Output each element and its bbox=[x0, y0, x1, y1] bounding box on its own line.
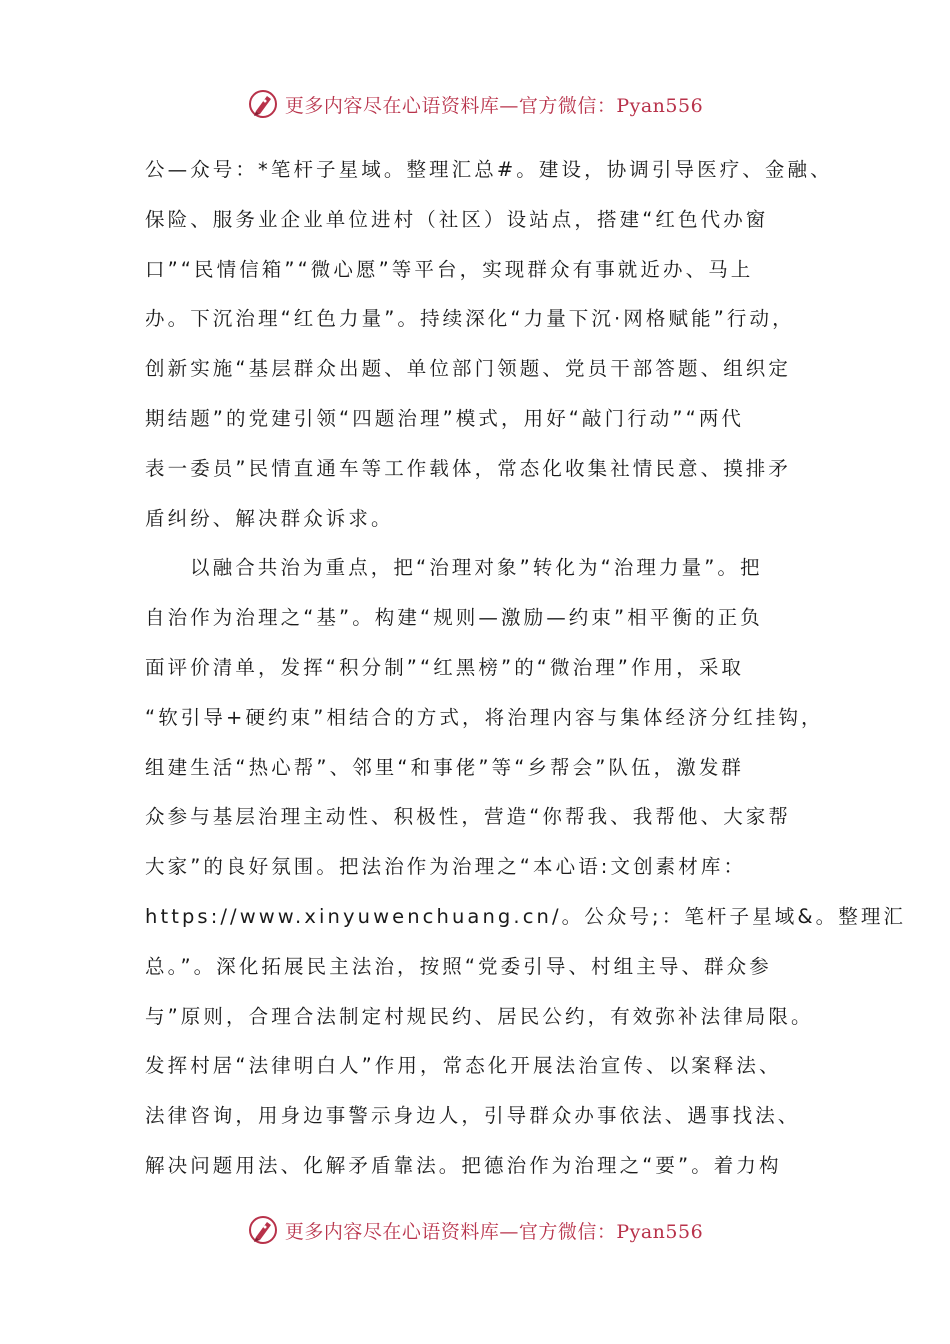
paragraph-1 bbox=[145, 145, 833, 543]
footer-watermark bbox=[0, 1210, 950, 1250]
text-line: 解决问题用法、化解矛盾靠法。把德治作为治理之“要”。着力构 bbox=[145, 1153, 782, 1177]
paragraph-2 bbox=[145, 543, 907, 1190]
text-line: 总。”。深化拓展民主法治，按照“党委引导、村组主导、群众参 bbox=[145, 954, 772, 978]
text-line: 组建生活“热心帮”、邻里“和事佬”等“乡帮会”队伍，激发群 bbox=[145, 755, 745, 779]
text-line: 口”“民情信箱”“微心愿”等平台，实现群众有事就近办、马上 bbox=[145, 257, 754, 281]
text-line: 期结题”的党建引领“四题治理”模式，用好“敲门行动”“两代 bbox=[145, 406, 745, 430]
text-line: https://www.xinyuwenchuang.cn/。公众号;：笔杆子星域&。整理汇 bbox=[145, 904, 907, 928]
text-line: 众参与基层治理主动性、积极性，营造“你帮我、我帮他、大家帮 bbox=[145, 805, 792, 829]
text-line: 公—众号：*笔杆子星域。整理汇总#。建设，协调引导医疗、金融、 bbox=[145, 158, 833, 181]
watermark-text: 更多内容尽在心语资料库—官方微信：Pyan556 bbox=[284, 94, 704, 117]
text-line: “软引导+硬约束”相结合的方式，将治理内容与集体经济分红挂钩， bbox=[145, 705, 824, 729]
text-line: 表一委员”民情直通车等工作载体，常态化收集社情民意、摸排矛 bbox=[145, 456, 792, 480]
text-line: 盾纠纷、解决群众诉求。 bbox=[145, 506, 394, 530]
text-line: 与”原则，合理合法制定村规民约、居民公约，有效弥补法律局限。 bbox=[145, 1004, 814, 1028]
text-line: 办。下沉治理“红色力量”。持续深化“力量下沉·网格赋能”行动， bbox=[145, 307, 795, 331]
text-line: 保险、服务业企业单位进村（社区）设站点，搭建“红色代办窗 bbox=[145, 207, 769, 231]
header-watermark bbox=[0, 84, 950, 124]
text-line: 大家”的良好氛围。把法治作为治理之“本心语:文创素材库： bbox=[145, 855, 747, 879]
text-line: 发挥村居“法律明白人”作用，常态化开展法治宣传、以案释法、 bbox=[145, 1054, 782, 1078]
document-body bbox=[145, 145, 907, 1191]
text-line: 面评价清单，发挥“积分制”“红黑榜”的“微治理”作用，采取 bbox=[145, 655, 745, 679]
pen-nib-icon bbox=[247, 1214, 279, 1246]
text-line: 法律咨询，用身边事警示身边人，引导群众办事依法、遇事找法、 bbox=[145, 1104, 801, 1128]
text-line: 以融合共治为重点，把“治理对象”转化为“治理力量”。把 bbox=[190, 556, 763, 580]
pen-nib-icon bbox=[247, 88, 279, 120]
text-line: 创新实施“基层群众出题、单位部门领题、党员干部答题、组织定 bbox=[145, 357, 792, 381]
watermark-text: 更多内容尽在心语资料库—官方微信：Pyan556 bbox=[284, 1220, 704, 1243]
text-line: 自治作为治理之“基”。构建“规则—激励—约束”相平衡的正负 bbox=[145, 606, 763, 630]
